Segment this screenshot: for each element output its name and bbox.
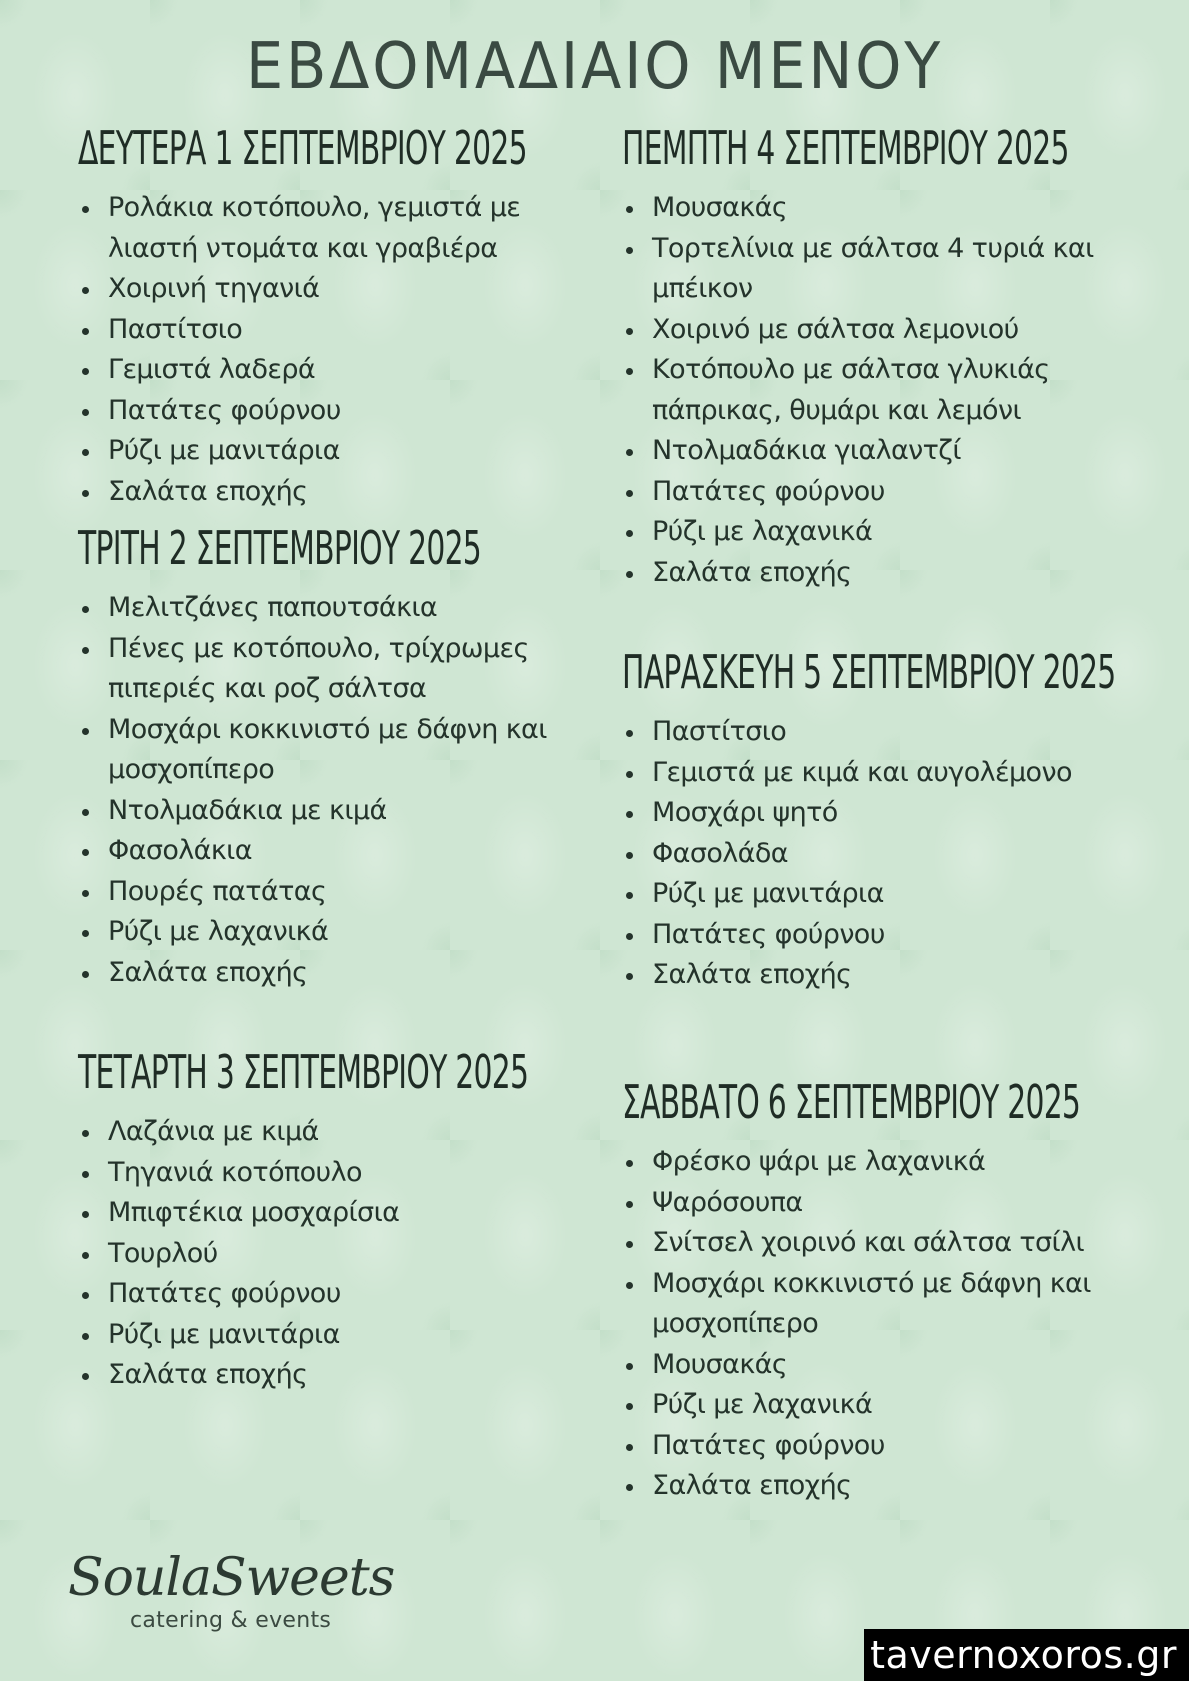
day-heading: ΠΕΜΠΤΗ 4 ΣΕΠΤΕΜΒΡΙΟΥ 2025: [622, 121, 1069, 175]
menu-item: Μοσχάρι ψητό: [622, 793, 1142, 834]
menu-item: Μουσακάς: [622, 188, 1142, 229]
menu-item: Χοιρινό με σάλτσα λεμονιού: [622, 310, 1142, 351]
menu-item: Ντολμαδάκια με κιμά: [78, 791, 578, 832]
menu-item: Πατάτες φούρνου: [78, 1274, 578, 1315]
menu-item: Σαλάτα εποχής: [78, 1355, 578, 1396]
menu-item: Γεμιστά με κιμά και αυγολέμονο: [622, 753, 1142, 794]
menu-item: Πατάτες φούρνου: [622, 472, 1142, 513]
menu-item: Σνίτσελ χοιρινό και σάλτσα τσίλι: [622, 1223, 1142, 1264]
brand-logo: [68, 1548, 398, 1633]
day-heading: ΤΡΙΤΗ 2 ΣΕΠΤΕΜΒΡΙΟΥ 2025: [78, 521, 482, 575]
menu-list: [78, 588, 578, 993]
menu-item: Πατάτες φούρνου: [78, 391, 578, 432]
menu-item: Πένες με κοτόπουλο, τρίχρωμες πιπεριές και ροζ σάλτσα: [78, 629, 578, 710]
day-friday: [622, 642, 1142, 1072]
watermark: tavernoxoros.gr: [864, 1629, 1189, 1681]
menu-item: Φασολάκια: [78, 831, 578, 872]
page-title: ΕΒΔΟΜΑΔΙΑΙΟ ΜΕΝΟΥ: [246, 30, 943, 104]
menu-item: Τουρλού: [78, 1234, 578, 1275]
menu-item: Τηγανιά κοτόπουλο: [78, 1153, 578, 1194]
menu-item: Μουσακάς: [622, 1345, 1142, 1386]
menu-item: Τορτελίνια με σάλτσα 4 τυριά και μπέικον: [622, 229, 1142, 310]
menu-item: Ρύζι με λαχανικά: [78, 912, 578, 953]
menu-item: Σαλάτα εποχής: [622, 955, 1142, 996]
menu-item: Μοσχάρι κοκκινιστό με δάφνη και μοσχοπίπερο: [78, 710, 578, 791]
day-monday: [78, 118, 578, 518]
menu-item: Μπιφτέκια μοσχαρίσια: [78, 1193, 578, 1234]
day-saturday: [622, 1072, 1142, 1507]
right-column: [622, 118, 1142, 1507]
day-wednesday: [78, 1042, 578, 1396]
menu-item: Σαλάτα εποχής: [622, 1466, 1142, 1507]
logo-subtitle: catering & events: [130, 1608, 332, 1633]
day-heading: ΣΑΒΒΑΤΟ 6 ΣΕΠΤΕΜΒΡΙΟΥ 2025: [622, 1075, 1081, 1129]
menu-item: Ρύζι με μανιτάρια: [78, 1315, 578, 1356]
menu-item: Παστίτσιο: [622, 712, 1142, 753]
menu-item: Πατάτες φούρνου: [622, 1426, 1142, 1467]
menu-list: [622, 188, 1142, 593]
menu-item: Μελιτζάνες παπουτσάκια: [78, 588, 578, 629]
menu-list: [78, 188, 578, 512]
day-thursday: [622, 118, 1142, 642]
day-heading: ΠΑΡΑΣΚΕΥΗ 5 ΣΕΠΤΕΜΒΡΙΟΥ 2025: [622, 645, 1116, 699]
menu-item: Φασολάδα: [622, 834, 1142, 875]
day-tuesday: [78, 518, 578, 1042]
menu-item: Μοσχάρι κοκκινιστό με δάφνη και μοσχοπίπερο: [622, 1264, 1142, 1345]
left-column: [78, 118, 578, 1396]
menu-list: [622, 1142, 1142, 1507]
menu-item: Ρύζι με λαχανικά: [622, 1385, 1142, 1426]
menu-item: Ρύζι με μανιτάρια: [78, 431, 578, 472]
menu-list: [78, 1112, 578, 1396]
menu-item: Γεμιστά λαδερά: [78, 350, 578, 391]
menu-item: Ρύζι με λαχανικά: [622, 512, 1142, 553]
logo-script-text: SoulaSweets: [68, 1548, 395, 1608]
menu-item: Ψαρόσουπα: [622, 1183, 1142, 1224]
menu-item: Χοιρινή τηγανιά: [78, 269, 578, 310]
menu-item: Κοτόπουλο με σάλτσα γλυκιάς πάπρικας, θυμάρι και λεμόνι: [622, 350, 1142, 431]
day-heading: ΔΕΥΤΕΡΑ 1 ΣΕΠΤΕΜΒΡΙΟΥ 2025: [78, 121, 527, 175]
menu-item: Ντολμαδάκια γιαλαντζί: [622, 431, 1142, 472]
menu-item: Ρολάκια κοτόπουλο, γεμιστά με λιαστή ντομάτα και γραβιέρα: [78, 188, 578, 269]
menu-item: Σαλάτα εποχής: [622, 553, 1142, 594]
menu-item: Ρύζι με μανιτάρια: [622, 874, 1142, 915]
menu-item: Πουρές πατάτας: [78, 872, 578, 913]
menu-list: [622, 712, 1142, 996]
menu-item: Σαλάτα εποχής: [78, 953, 578, 994]
menu-item: Πατάτες φούρνου: [622, 915, 1142, 956]
menu-item: Φρέσκο ψάρι με λαχανικά: [622, 1142, 1142, 1183]
menu-item: Παστίτσιο: [78, 310, 578, 351]
menu-item: Σαλάτα εποχής: [78, 472, 578, 513]
menu-item: Λαζάνια με κιμά: [78, 1112, 578, 1153]
day-heading: ΤΕΤΑΡΤΗ 3 ΣΕΠΤΕΜΒΡΙΟΥ 2025: [78, 1045, 529, 1099]
